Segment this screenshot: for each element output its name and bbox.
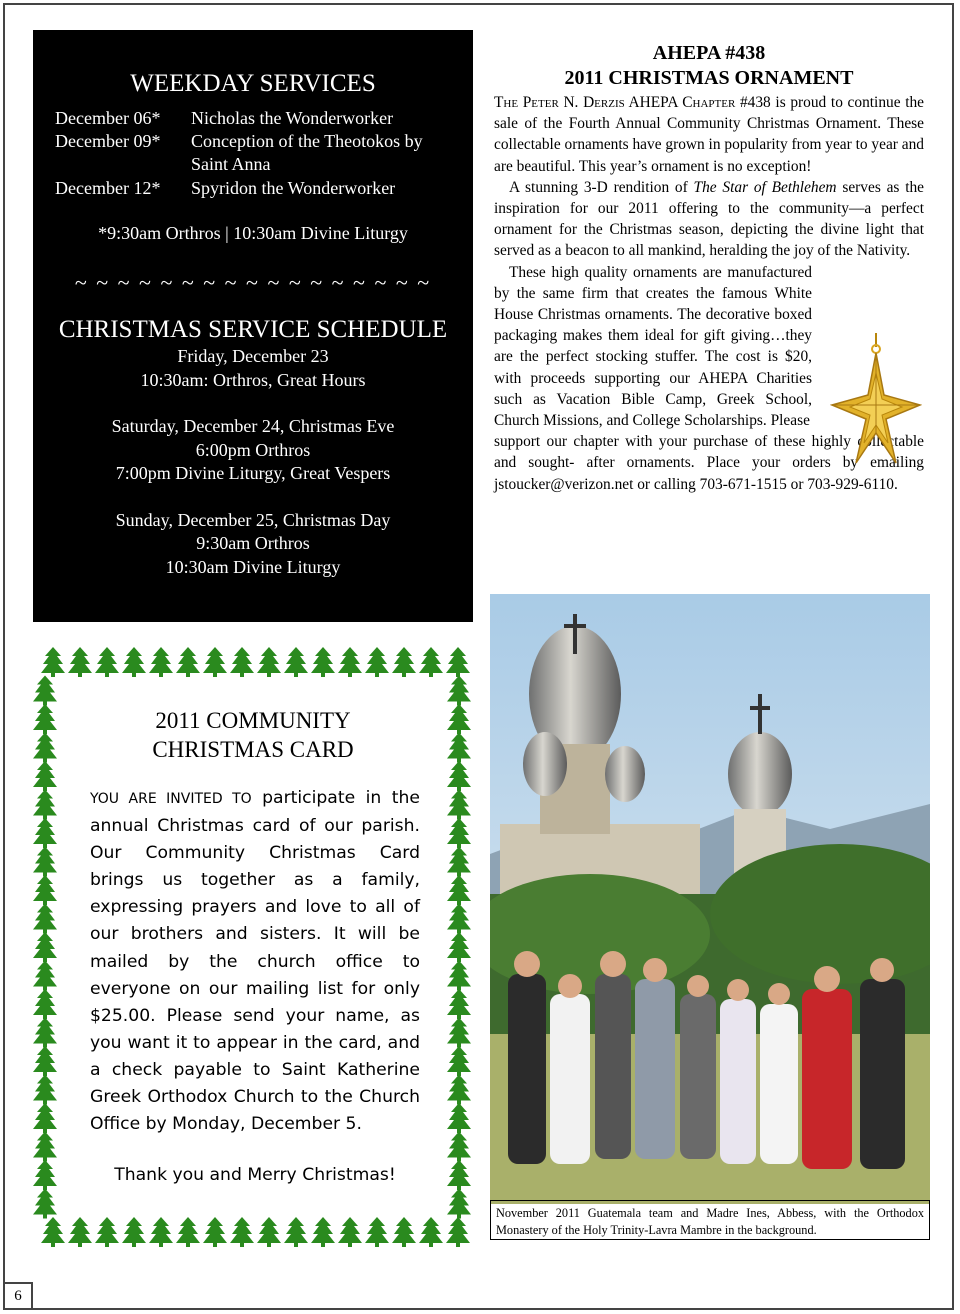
tree-icon (257, 1217, 281, 1247)
tree-icon (33, 989, 57, 1019)
card-title: 2011 COMMUNITY (155, 708, 351, 733)
tree-icon (447, 904, 471, 934)
tree-icon (68, 1217, 92, 1247)
tree-icon (33, 932, 57, 962)
weekday-date: December 06* (55, 108, 161, 128)
tree-icon (392, 647, 416, 677)
ahepa-title: AHEPA #438 (652, 42, 766, 64)
tree-icon (338, 1217, 362, 1247)
page-number: 6 (3, 1282, 33, 1310)
tree-icon (311, 1217, 335, 1247)
tree-icon (447, 761, 471, 791)
tree-icon (33, 676, 57, 706)
ahepa-subtitle: 2011 CHRISTMAS ORNAMENT (564, 67, 854, 89)
tree-icon (447, 1132, 471, 1162)
tree-icon (447, 1103, 471, 1133)
ahepa-emphasis: The Star of Bethlehem (693, 178, 837, 196)
tree-icon (122, 647, 146, 677)
services-panel (33, 30, 473, 622)
tree-icon (392, 1217, 416, 1247)
tree-icon (203, 647, 227, 677)
schedule-line: 10:30am: Orthros, Great Hours (140, 370, 366, 390)
star-ornament-image (830, 333, 922, 498)
tree-icon (447, 847, 471, 877)
tree-icon (95, 647, 119, 677)
weekday-title: WEEKDAY SERVICES (130, 70, 376, 97)
tree-icon (41, 1217, 65, 1247)
tree-icon (447, 989, 471, 1019)
tree-icon (419, 647, 443, 677)
weekday-date: December 12* (55, 178, 161, 198)
tree-icon (95, 1217, 119, 1247)
tree-icon (447, 961, 471, 991)
weekday-saint-cont: Saint Anna (191, 154, 271, 174)
schedule-line: Friday, December 23 (177, 346, 329, 366)
tree-icon (176, 1217, 200, 1247)
christmas-title: CHRISTMAS SERVICE SCHEDULE (58, 316, 448, 343)
tree-icon (33, 904, 57, 934)
tree-icon (446, 647, 470, 677)
tree-icon (33, 1189, 57, 1219)
weekday-saint: Spyridon the Wonderworker (191, 178, 396, 198)
tree-icon (176, 647, 200, 677)
tree-icon (447, 1075, 471, 1105)
schedule-line: 9:30am Orthros (196, 533, 310, 553)
divider: ~ ~ ~ ~ ~ ~ ~ ~ ~ ~ ~ ~ ~ ~ ~ ~ ~ (74, 270, 432, 295)
weekday-date: December 09* (55, 131, 161, 151)
tree-icon (447, 676, 471, 706)
schedule-line: Saturday, December 24, Christmas Eve (111, 416, 395, 436)
tree-icon (230, 1217, 254, 1247)
tree-icon (41, 647, 65, 677)
ahepa-paragraph: These high quality ornaments are manufactured by the same firm that creates the famous White House Christmas ornaments. The decorative boxed packaging makes them ideal for gift giving…they are the perfect stocking stuffer. The cost is $20, with proceeds supporting our AHEPA Charities such as Vacation Bible Camp, Greek School, Church Missions, and College Scholarships. Please (494, 263, 812, 430)
tree-icon (338, 647, 362, 677)
card-thanks: Thank you and Merry Christmas! (114, 1165, 396, 1185)
photo-caption: November 2011 Guatemala team and Madre Ines, Abbess, with the Orthodox Monastery of the Holy Trinity-Lavra Mambre in the background. (490, 1200, 930, 1240)
tree-icon (447, 818, 471, 848)
tree-icon (33, 961, 57, 991)
tree-icon (68, 647, 92, 677)
tree-icon (230, 647, 254, 677)
tree-icon (284, 1217, 308, 1247)
tree-icon (149, 1217, 173, 1247)
tree-icon (149, 647, 173, 677)
schedule-line: 7:00pm Divine Liturgy, Great Vespers (115, 463, 391, 483)
tree-icon (419, 1217, 443, 1247)
tree-icon (446, 1217, 470, 1247)
tree-icon (33, 1160, 57, 1190)
weekday-saint: Conception of the Theotokos by (191, 131, 423, 151)
tree-icon (33, 818, 57, 848)
tree-icon (447, 932, 471, 962)
tree-icon (284, 647, 308, 677)
tree-icon (33, 847, 57, 877)
tree-icon (257, 647, 281, 677)
group-photo (490, 594, 930, 1204)
weekday-saint: Nicholas the Wonderworker (191, 108, 394, 128)
tree-icon (447, 1189, 471, 1219)
tree-icon (447, 790, 471, 820)
card-paragraph: participate in the annual Christmas card of our parish. Our Community Christmas Card brings us together as a family, expressing prayers and love to all of our brothers and sisters. It will be mailed by the church office to everyone on our mailing list for only $25.00. Please send your name, as you want it to appear in the card, and a check payable to Saint Katherine Greek Orthodox Church to the Church Office by Monday, December 5. (90, 788, 420, 1135)
ahepa-paragraph: support our chapter with your purchase of these highly collectable and sought- after ornaments. Place your orders by emailing jstoucker@verizon.net or calling 703-671-1515 or 703-929-6110. (494, 433, 924, 493)
tree-icon (203, 1217, 227, 1247)
tree-icon (33, 1075, 57, 1105)
schedule-line: 10:30am Divine Liturgy (165, 557, 341, 577)
ahepa-paragraph: A stunning 3-D rendition of (509, 178, 694, 196)
tree-icon (122, 1217, 146, 1247)
tree-icon (365, 647, 389, 677)
tree-icon (447, 1160, 471, 1190)
schedule-line: 6:00pm Orthros (195, 440, 311, 460)
tree-icon (33, 1103, 57, 1133)
tree-icon (365, 1217, 389, 1247)
tree-icon (33, 1018, 57, 1048)
ahepa-paragraph: serves as the inspiration for our 2011 offering to the community—a perfect ornament for the Christmas season, depicting the divine light that served as a beacon to all mankind, heralding the joy of the Nativity. (494, 178, 924, 260)
tree-icon (447, 1018, 471, 1048)
tree-icon (311, 647, 335, 677)
ahepa-paragraph: #438 is proud to continue the sale of the Fourth Annual Community Christmas Ornament. These collectable ornaments have grown in popularity from year to year and are beautiful. This year’s ornament is no exception! (494, 94, 925, 175)
weekday-note: *9:30am Orthros | 10:30am Divine Liturgy (98, 223, 408, 243)
tree-icon (33, 1132, 57, 1162)
tree-icon (33, 1046, 57, 1076)
card-lead: YOU ARE INVITED TO (90, 791, 252, 807)
tree-icon (33, 761, 57, 791)
schedule-line: Sunday, December 25, Christmas Day (115, 510, 391, 530)
card-body (90, 785, 420, 1138)
tree-icon (447, 1046, 471, 1076)
ahepa-lead: The Peter N. Derzis AHEPA Chapter (494, 94, 736, 111)
card-subtitle: CHRISTMAS CARD (152, 737, 354, 762)
tree-icon (33, 790, 57, 820)
tree-icon (33, 875, 57, 905)
tree-icon (447, 875, 471, 905)
